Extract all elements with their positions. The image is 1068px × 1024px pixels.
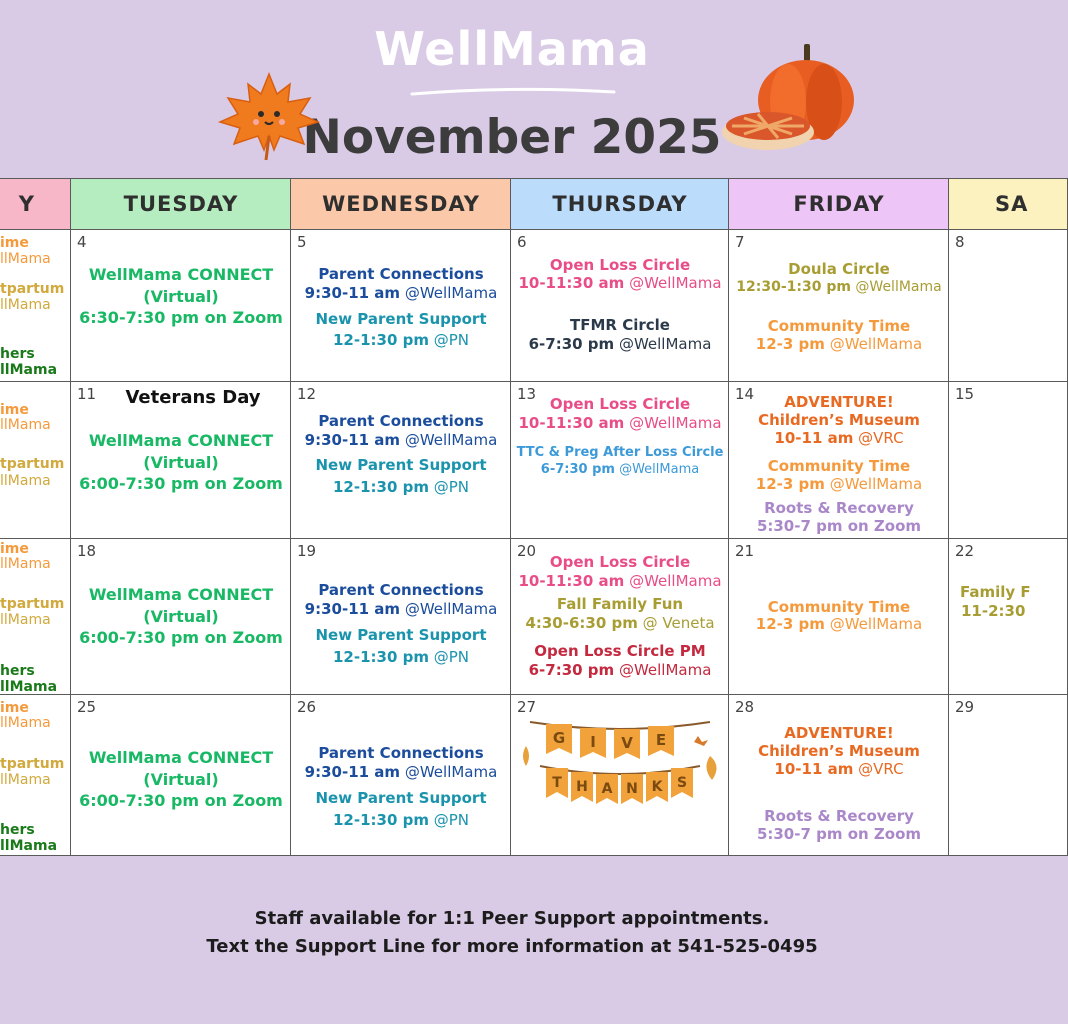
monday-overflow: ime (0, 235, 29, 251)
day-number: 7 (735, 233, 745, 251)
event-time: 12-1:30 pm @PN (332, 811, 470, 829)
event-title: New Parent Support (315, 789, 487, 807)
cell-nov-25 (70, 694, 292, 856)
monday-overflow: llMama (0, 612, 51, 628)
cell-nov-22 (948, 538, 1068, 695)
day-number: 19 (297, 542, 317, 560)
cell-nov-18 (70, 538, 292, 695)
event-title: Open Loss Circle (549, 395, 691, 413)
leaf-icon (706, 756, 716, 780)
event-time: 6-7:30 pm @WellMama (528, 661, 712, 679)
event-time: 6:00-7:30 pm on Zoom (79, 791, 283, 810)
event-time: 10-11 am @VRC (774, 760, 904, 778)
banner-letter: E (655, 731, 667, 749)
monday-overflow: tpartum (0, 756, 65, 772)
day-number: 25 (77, 698, 97, 716)
monday-overflow: llMama (0, 715, 51, 731)
banner-letter: S (676, 775, 688, 791)
cell-nov-26 (290, 694, 512, 856)
brand-title: WellMama (374, 22, 650, 76)
event-title: Parent Connections (318, 412, 484, 430)
day-number: 12 (297, 385, 317, 403)
monday-overflow: tpartum (0, 456, 65, 472)
banner-letter: N (626, 781, 638, 797)
header-saturday: SA (948, 178, 1068, 230)
banner-letter: G (552, 729, 566, 747)
event-time: 6-7:30 pm @WellMama (540, 462, 700, 477)
event-time: 9:30-11 am @WellMama (304, 763, 498, 781)
banner-letter: H (576, 779, 588, 795)
event-time: 6:00-7:30 pm on Zoom (79, 474, 283, 493)
event-time: 12-1:30 pm @PN (332, 331, 470, 349)
event-title: TFMR Circle (570, 316, 670, 334)
event-title: TTC & Preg After Loss Circle (516, 445, 724, 460)
day-number: 11 (77, 385, 97, 403)
event-time: 4:30-6:30 pm @ Veneta (525, 614, 715, 632)
cell-nov-11 (70, 381, 292, 539)
event-time: 5:30-7 pm on Zoom (756, 517, 922, 535)
cell-nov-21 (728, 538, 950, 695)
monday-overflow: llMama (0, 297, 51, 313)
day-number: 27 (517, 698, 537, 716)
event-time: 12-1:30 pm @PN (332, 648, 470, 666)
cell-nov-6 (510, 229, 730, 382)
monday-overflow: llMama (0, 362, 58, 378)
banner-letter: I (590, 733, 596, 751)
cell-nov-28 (728, 694, 950, 856)
event-time: 12-3 pm @WellMama (755, 335, 923, 353)
day-number: 18 (77, 542, 97, 560)
day-number: 20 (517, 542, 537, 560)
monday-overflow: tpartum (0, 281, 65, 297)
leaf-icon (694, 736, 708, 746)
day-number: 26 (297, 698, 317, 716)
event-time: 11-2:30 (961, 602, 1026, 620)
banner-letter: A (601, 781, 613, 797)
event-time: 10-11:30 am @WellMama (518, 274, 722, 292)
event-title: Open Loss Circle PM (534, 642, 706, 660)
event-time: 6-7:30 pm @WellMama (528, 335, 712, 353)
event-title: Community Time (767, 457, 911, 475)
event-title: WellMama CONNECT (88, 748, 274, 767)
cell-nov-4 (70, 229, 292, 382)
monday-overflow: llMama (0, 556, 51, 572)
event-time: 6:00-7:30 pm on Zoom (79, 628, 283, 647)
event-title: Open Loss Circle (549, 256, 691, 274)
event-title: Children’s Museum (758, 411, 920, 429)
event-time: 6:30-7:30 pm on Zoom (79, 308, 283, 327)
monday-overflow: llMama (0, 772, 51, 788)
event-time: 9:30-11 am @WellMama (304, 431, 498, 449)
day-number: 15 (955, 385, 975, 403)
event-time: 10-11 am @VRC (774, 429, 904, 447)
banner-letter: V (621, 734, 633, 752)
monday-overflow: ime (0, 541, 29, 557)
event-subtitle: (Virtual) (143, 453, 219, 472)
event-title: WellMama CONNECT (88, 585, 274, 604)
event-subtitle: (Virtual) (143, 607, 219, 626)
header-wednesday: WEDNESDAY (290, 178, 512, 230)
day-number: 8 (955, 233, 965, 251)
cell-nov-29 (948, 694, 1068, 856)
event-title: ADVENTURE! (784, 393, 894, 411)
event-title: Community Time (767, 317, 911, 335)
footer-line-2: Text the Support Line for more information at 541-525-0495 (206, 936, 818, 957)
cell-nov-20 (510, 538, 730, 695)
monday-overflow: hers (0, 663, 35, 679)
monday-overflow: hers (0, 346, 35, 362)
event-title: WellMama CONNECT (88, 431, 274, 450)
event-title: Roots & Recovery (764, 499, 914, 517)
day-number: 28 (735, 698, 755, 716)
give-thanks-banner (516, 712, 724, 822)
monday-overflow: llMama (0, 679, 58, 695)
event-title: Open Loss Circle (549, 553, 691, 571)
banner-letter: K (651, 779, 663, 795)
cell-nov-8 (948, 229, 1068, 382)
monday-overflow: ime (0, 700, 29, 716)
day-number: 22 (955, 542, 975, 560)
cell-nov-14 (728, 381, 950, 539)
monday-overflow: llMama (0, 473, 51, 489)
day-number: 6 (517, 233, 527, 251)
event-title: Community Time (767, 598, 911, 616)
cell-nov-19 (290, 538, 512, 695)
event-title: New Parent Support (315, 626, 487, 644)
monday-overflow: llMama (0, 417, 51, 433)
footer-line-1: Staff available for 1:1 Peer Support appointments. (254, 908, 770, 929)
day-number: 21 (735, 542, 755, 560)
event-title: Parent Connections (318, 744, 484, 762)
cell-nov-5 (290, 229, 512, 382)
event-title: WellMama CONNECT (88, 265, 274, 284)
day-number: 5 (297, 233, 307, 251)
event-title: Family F (960, 583, 1031, 601)
monday-overflow: ime (0, 402, 29, 418)
event-time: 5:30-7 pm on Zoom (756, 825, 922, 843)
event-title: ADVENTURE! (784, 724, 894, 742)
event-time: 9:30-11 am @WellMama (304, 284, 498, 302)
day-number: 14 (735, 385, 755, 403)
header-tuesday: TUESDAY (70, 178, 292, 230)
holiday-label: Veterans Day (125, 387, 261, 408)
event-title: New Parent Support (315, 310, 487, 328)
event-time: 10-11:30 am @WellMama (518, 414, 722, 432)
month-title: November 2025 (302, 110, 722, 165)
monday-overflow: tpartum (0, 596, 65, 612)
event-time: 10-11:30 am @WellMama (518, 572, 722, 590)
event-time: 12-3 pm @WellMama (755, 615, 923, 633)
day-number: 13 (517, 385, 537, 403)
event-time: 9:30-11 am @WellMama (304, 600, 498, 618)
day-number: 29 (955, 698, 975, 716)
event-title: Children’s Museum (758, 742, 920, 760)
day-number: 4 (77, 233, 87, 251)
monday-overflow: llMama (0, 838, 58, 854)
event-title: Parent Connections (318, 265, 484, 283)
event-title: New Parent Support (315, 456, 487, 474)
event-time: 12-1:30 pm @PN (332, 478, 470, 496)
event-subtitle: (Virtual) (143, 770, 219, 789)
event-title: Parent Connections (318, 581, 484, 599)
cell-nov-12 (290, 381, 512, 539)
banner-letter: T (552, 775, 562, 791)
event-title: Fall Family Fun (556, 595, 684, 613)
cell-nov-7 (728, 229, 950, 382)
cell-nov-15 (948, 381, 1068, 539)
event-time: 12-3 pm @WellMama (755, 475, 923, 493)
leaf-icon (523, 746, 529, 766)
footer-note (0, 905, 1024, 961)
event-subtitle: (Virtual) (143, 287, 219, 306)
header-monday: Y (0, 178, 72, 230)
cell-nov-13 (510, 381, 730, 539)
monday-overflow: hers (0, 822, 35, 838)
event-time: 12:30-1:30 pm @WellMama (736, 279, 942, 295)
monday-overflow: llMama (0, 251, 51, 267)
event-title: Roots & Recovery (764, 807, 914, 825)
header-thursday: THURSDAY (510, 178, 730, 230)
event-title: Doula Circle (788, 260, 890, 278)
header-friday: FRIDAY (728, 178, 950, 230)
